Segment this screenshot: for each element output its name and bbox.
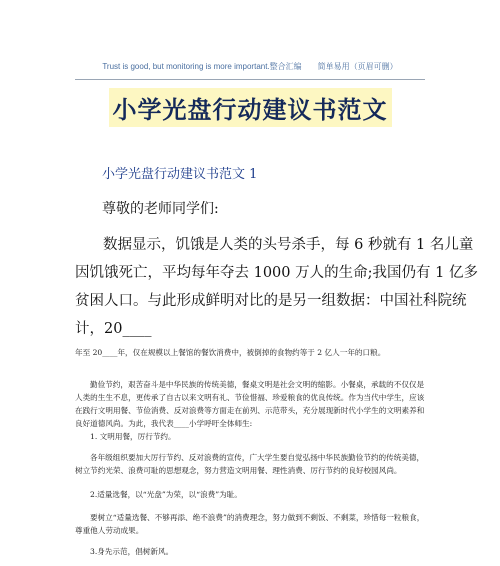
- body-line: 在践行文明用餐、节俭消费、反对浪费等方面走在前列、示范带头，充分展现新时代小学生的文明素养和: [75, 406, 425, 415]
- body-line: 树立节约光荣、浪费可耻的思想观念，努力营造文明用餐、理性消费、厉行节约的良好校园风尚。: [75, 466, 402, 475]
- body-paragraph-2: [75, 451, 425, 477]
- document-title-text: 小学光盘行动建议书范文: [109, 88, 392, 127]
- body-line: 尊重他人劳动成果。: [75, 526, 144, 535]
- lead-line: 数据显示，饥饿是人类的头号杀手，每 6 秒就有 1 名儿童: [103, 237, 474, 253]
- lead-line: 因饥饿死亡，平均每年夺去 1000 万人的生命;我国仍有 1 亿多: [75, 265, 478, 281]
- list-item-text: 3.身先示范，倡树新风。: [90, 547, 174, 556]
- list-item-3: [75, 545, 425, 558]
- lead-paragraph: [75, 231, 478, 343]
- greeting: 尊敬的老师同学们:: [102, 201, 219, 217]
- list-item-2: [75, 488, 425, 501]
- body-paragraph-3: [75, 511, 425, 537]
- list-item-1: [75, 430, 425, 443]
- section-subtitle: 小学光盘行动建议书范文 1: [102, 167, 258, 182]
- body-line: 要树立“适量选餐、不够再添、绝不浪费”的消费理念，努力做到不剩饭、不剩菜，珍惜每一粒粮食，: [90, 513, 425, 522]
- body-paragraph-1: [75, 378, 425, 430]
- body-line: 勤俭节约，艰苦奋斗是中华民族的传统美德，餐桌文明是社会文明的缩影。小餐桌，承载的不仅仅是: [90, 380, 425, 389]
- document-title: [0, 88, 500, 127]
- lead-line: 贫困人口。与此形成鲜明对比的是另一组数据：中国社科院统: [75, 293, 467, 309]
- list-item-text: 2.适量选餐，以“光盘”为荣，以“浪费”为耻。: [90, 490, 242, 499]
- body-line: 良好道德风尚。为此，我代表____小学呼吁全体师生:: [75, 419, 253, 428]
- page-header: Trust is good, but monitoring is more important.整合汇编 简单易用（页眉可删）: [102, 62, 398, 71]
- list-item-text: 1. 文明用餐，厉行节约。: [90, 432, 176, 441]
- lead-line: 计，20____: [75, 321, 152, 337]
- body-line: 各年级组织要加大厉行节约、反对浪费的宣传，广大学生要自觉弘扬中华民族勤俭节约的传统美德，: [90, 453, 425, 462]
- body-line: 人类的生生不息，更传承了自古以来文明有礼、节俭惜福、珍爱粮食的优良传统。作为当代中学生，应该: [75, 393, 425, 402]
- header-divider: [75, 79, 425, 80]
- continuation-line: [75, 346, 425, 359]
- body-line: 年至 20____年，仅在规模以上餐馆的餐饮消费中，被倒掉的食物约等于 2 亿人一年的口粮。: [75, 348, 386, 357]
